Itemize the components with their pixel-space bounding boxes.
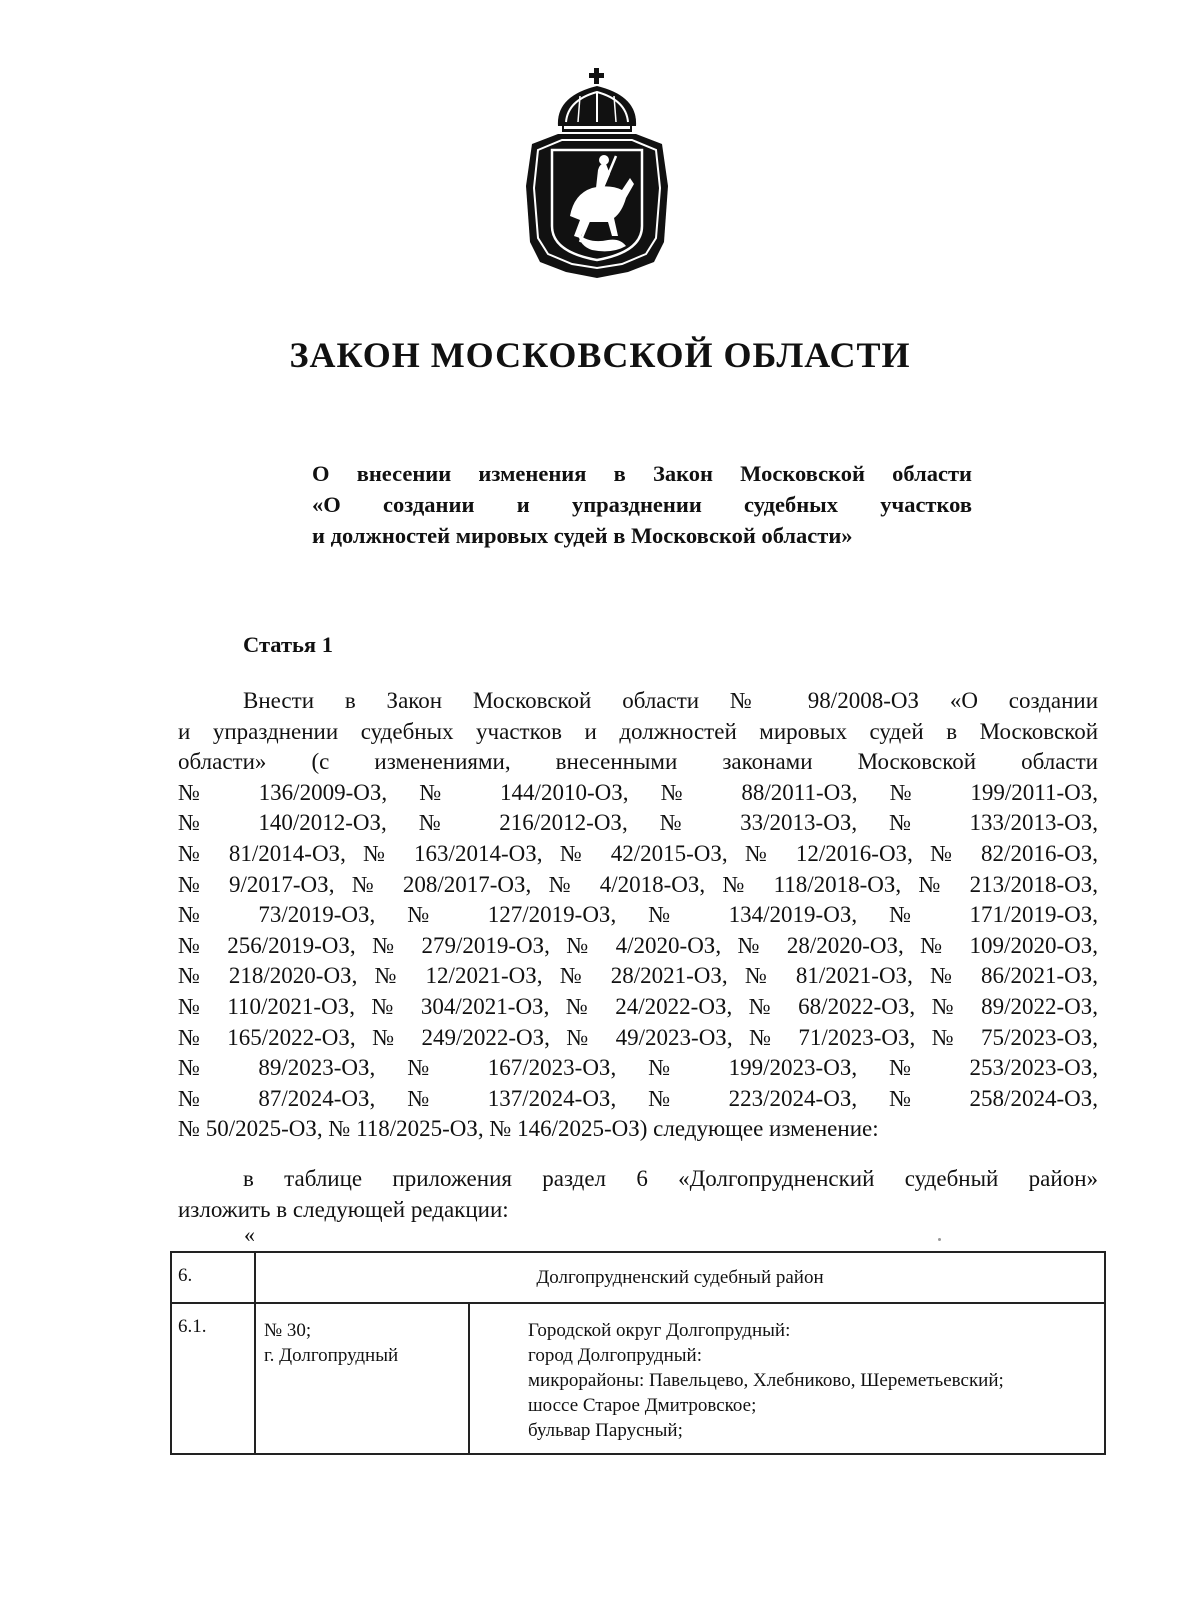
- paragraph-line: № 218/2020-ОЗ, № 12/2021-ОЗ, № 28/2021-ОЗ, № 81/2021-ОЗ, № 86/2021-ОЗ,: [178, 963, 1098, 989]
- plot-line: № 30;: [264, 1320, 312, 1341]
- subtitle-line: и должностей мировых судей в Московской области»: [312, 523, 853, 548]
- territory-cell: [469, 1303, 1105, 1454]
- table-row: [171, 1252, 1105, 1303]
- territory-line: шоссе Старое Дмитровское;: [528, 1395, 757, 1416]
- section-title-cell: Долгопрудненский судебный район: [255, 1252, 1105, 1303]
- paragraph-line: № 87/2024-ОЗ, № 137/2024-ОЗ, № 223/2024-ОЗ, № 258/2024-ОЗ,: [178, 1085, 1098, 1111]
- subtitle-line: «О создании и упразднении судебных участков: [312, 492, 972, 517]
- district-table: [170, 1251, 1106, 1455]
- paragraph-line: в таблице приложения раздел 6 «Долгопрудненский судебный район»: [243, 1166, 1098, 1191]
- paragraph-line: № 9/2017-ОЗ, № 208/2017-ОЗ, № 4/2018-ОЗ, № 118/2018-ОЗ, № 213/2018-ОЗ,: [178, 871, 1098, 897]
- paragraph-line: № 140/2012-ОЗ, № 216/2012-ОЗ, № 33/2013-ОЗ, № 133/2013-ОЗ,: [178, 810, 1098, 836]
- paragraph-line: № 50/2025-ОЗ, № 118/2025-ОЗ, № 146/2025-ОЗ) следующее изменение:: [178, 1116, 879, 1142]
- territory-line: микрорайоны: Павельцево, Хлебниково, Шереметьевский;: [528, 1370, 1004, 1391]
- law-title: ЗАКОН МОСКОВСКОЙ ОБЛАСТИ: [289, 335, 911, 375]
- section-number-cell: 6.: [171, 1252, 255, 1303]
- paragraph-line: № 256/2019-ОЗ, № 279/2019-ОЗ, № 4/2020-ОЗ, № 28/2020-ОЗ, № 109/2020-ОЗ,: [178, 932, 1098, 958]
- territory-line: бульвар Парусный;: [528, 1420, 683, 1441]
- paragraph-line: № 81/2014-ОЗ, № 163/2014-ОЗ, № 42/2015-ОЗ, № 12/2016-ОЗ, № 82/2016-ОЗ,: [178, 840, 1098, 866]
- paragraph-line: области» (с изменениями, внесенными законами Московской области: [178, 749, 1098, 775]
- paragraph-line: № 110/2021-ОЗ, № 304/2021-ОЗ, № 24/2022-ОЗ, № 68/2022-ОЗ, № 89/2022-ОЗ,: [178, 993, 1098, 1019]
- article-paragraph-amendment: [178, 686, 1098, 1145]
- article-paragraph-table-change: [178, 1164, 1098, 1225]
- paragraph-line: изложить в следующей редакции:: [178, 1196, 509, 1222]
- article-heading: Статья 1: [243, 632, 333, 657]
- paragraph-line: и упразднении судебных участков и должностей мировых судей в Московской: [178, 718, 1098, 744]
- paragraph-line: № 136/2009-ОЗ, № 144/2010-ОЗ, № 88/2011-ОЗ, № 199/2011-ОЗ,: [178, 779, 1098, 805]
- coat-of-arms-emblem: [518, 66, 676, 282]
- territory-line: город Долгопрудный:: [528, 1345, 702, 1366]
- opening-quote-mark: «: [244, 1222, 255, 1247]
- table-row: [171, 1303, 1105, 1454]
- paragraph-line: № 73/2019-ОЗ, № 127/2019-ОЗ, № 134/2019-ОЗ, № 171/2019-ОЗ,: [178, 902, 1098, 928]
- plot-line: г. Долгопрудный: [264, 1345, 399, 1366]
- scan-speck: [938, 1238, 941, 1241]
- paragraph-line: Внести в Закон Московской области № 98/2008-ОЗ «О создании: [243, 688, 1098, 713]
- territory-line: Городской округ Долгопрудный:: [528, 1320, 791, 1341]
- row-number-cell: 6.1.: [171, 1303, 255, 1454]
- paragraph-line: № 89/2023-ОЗ, № 167/2023-ОЗ, № 199/2023-ОЗ, № 253/2023-ОЗ,: [178, 1055, 1098, 1081]
- plot-cell: [255, 1303, 469, 1454]
- subtitle-line: О внесении изменения в Закон Московской области: [312, 461, 972, 486]
- law-subtitle: [312, 458, 972, 551]
- paragraph-line: № 165/2022-ОЗ, № 249/2022-ОЗ, № 49/2023-ОЗ, № 71/2023-ОЗ, № 75/2023-ОЗ,: [178, 1024, 1098, 1050]
